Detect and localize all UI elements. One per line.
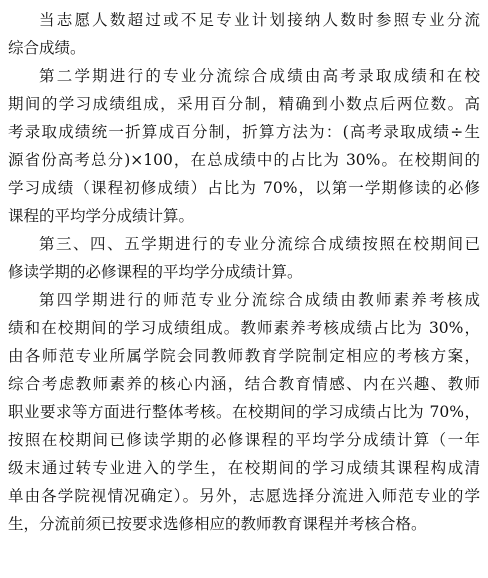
paragraph-line: 生，分流前须已按要求选修相应的教师教育课程并考核合格。: [8, 515, 427, 533]
paragraph-line: 源省份高考总分)×100，在总成绩中的占比为 30%。在校期间的: [8, 151, 480, 169]
paragraph-line: 考录取成绩统一折算成百分制，折算方法为：(高考录取成绩÷生: [8, 123, 480, 141]
paragraph-2: [8, 62, 480, 230]
paragraph-line: 职业要求等方面进行整体考核。在校期间的学习成绩占比为 70%，: [8, 403, 480, 421]
paragraph-line: 第四学期进行的师范专业分流综合成绩由教师素养考核成: [39, 291, 480, 309]
paragraph-line: 绩和在校期间的学习成绩组成。教师素养考核成绩占比为 30%，: [8, 319, 480, 337]
paragraph-line: 第二学期进行的专业分流综合成绩由高考录取成绩和在校: [39, 67, 480, 85]
paragraph-line: 级末通过转专业进入的学生，在校期间的学习成绩其课程构成清: [8, 459, 480, 477]
paragraph-line: 修读学期的必修课程的平均学分成绩计算。: [8, 263, 303, 281]
paragraph-line: 第三、四、五学期进行的专业分流综合成绩按照在校期间已: [39, 235, 480, 253]
paragraph-line: 单由各学院视情况确定）。另外，志愿选择分流进入师范专业的学: [8, 487, 480, 505]
paragraph-3: [8, 230, 480, 286]
paragraph-line: 综合考虑教师素养的核心内涵，结合教育情感、内在兴趣、教师: [8, 375, 480, 393]
paragraph-1: [8, 6, 480, 62]
paragraph-line: 综合成绩。: [8, 39, 86, 57]
paragraph-line: 学习成绩（课程初修成绩）占比为 70%，以第一学期修读的必修: [8, 179, 480, 197]
paragraph-line: 由各师范专业所属学院会同教师教育学院制定相应的考核方案，: [8, 347, 480, 365]
paragraph-4: [8, 286, 480, 538]
paragraph-line: 期间的学习成绩组成，采用百分制，精确到小数点后两位数。高: [8, 95, 480, 113]
paragraph-line: 当志愿人数超过或不足专业计划接纳人数时参照专业分流: [39, 11, 480, 29]
paragraph-line: 课程的平均学分成绩计算。: [8, 207, 195, 225]
paragraph-line: 按照在校期间已修读学期的必修课程的平均学分成绩计算（一年: [8, 431, 480, 449]
